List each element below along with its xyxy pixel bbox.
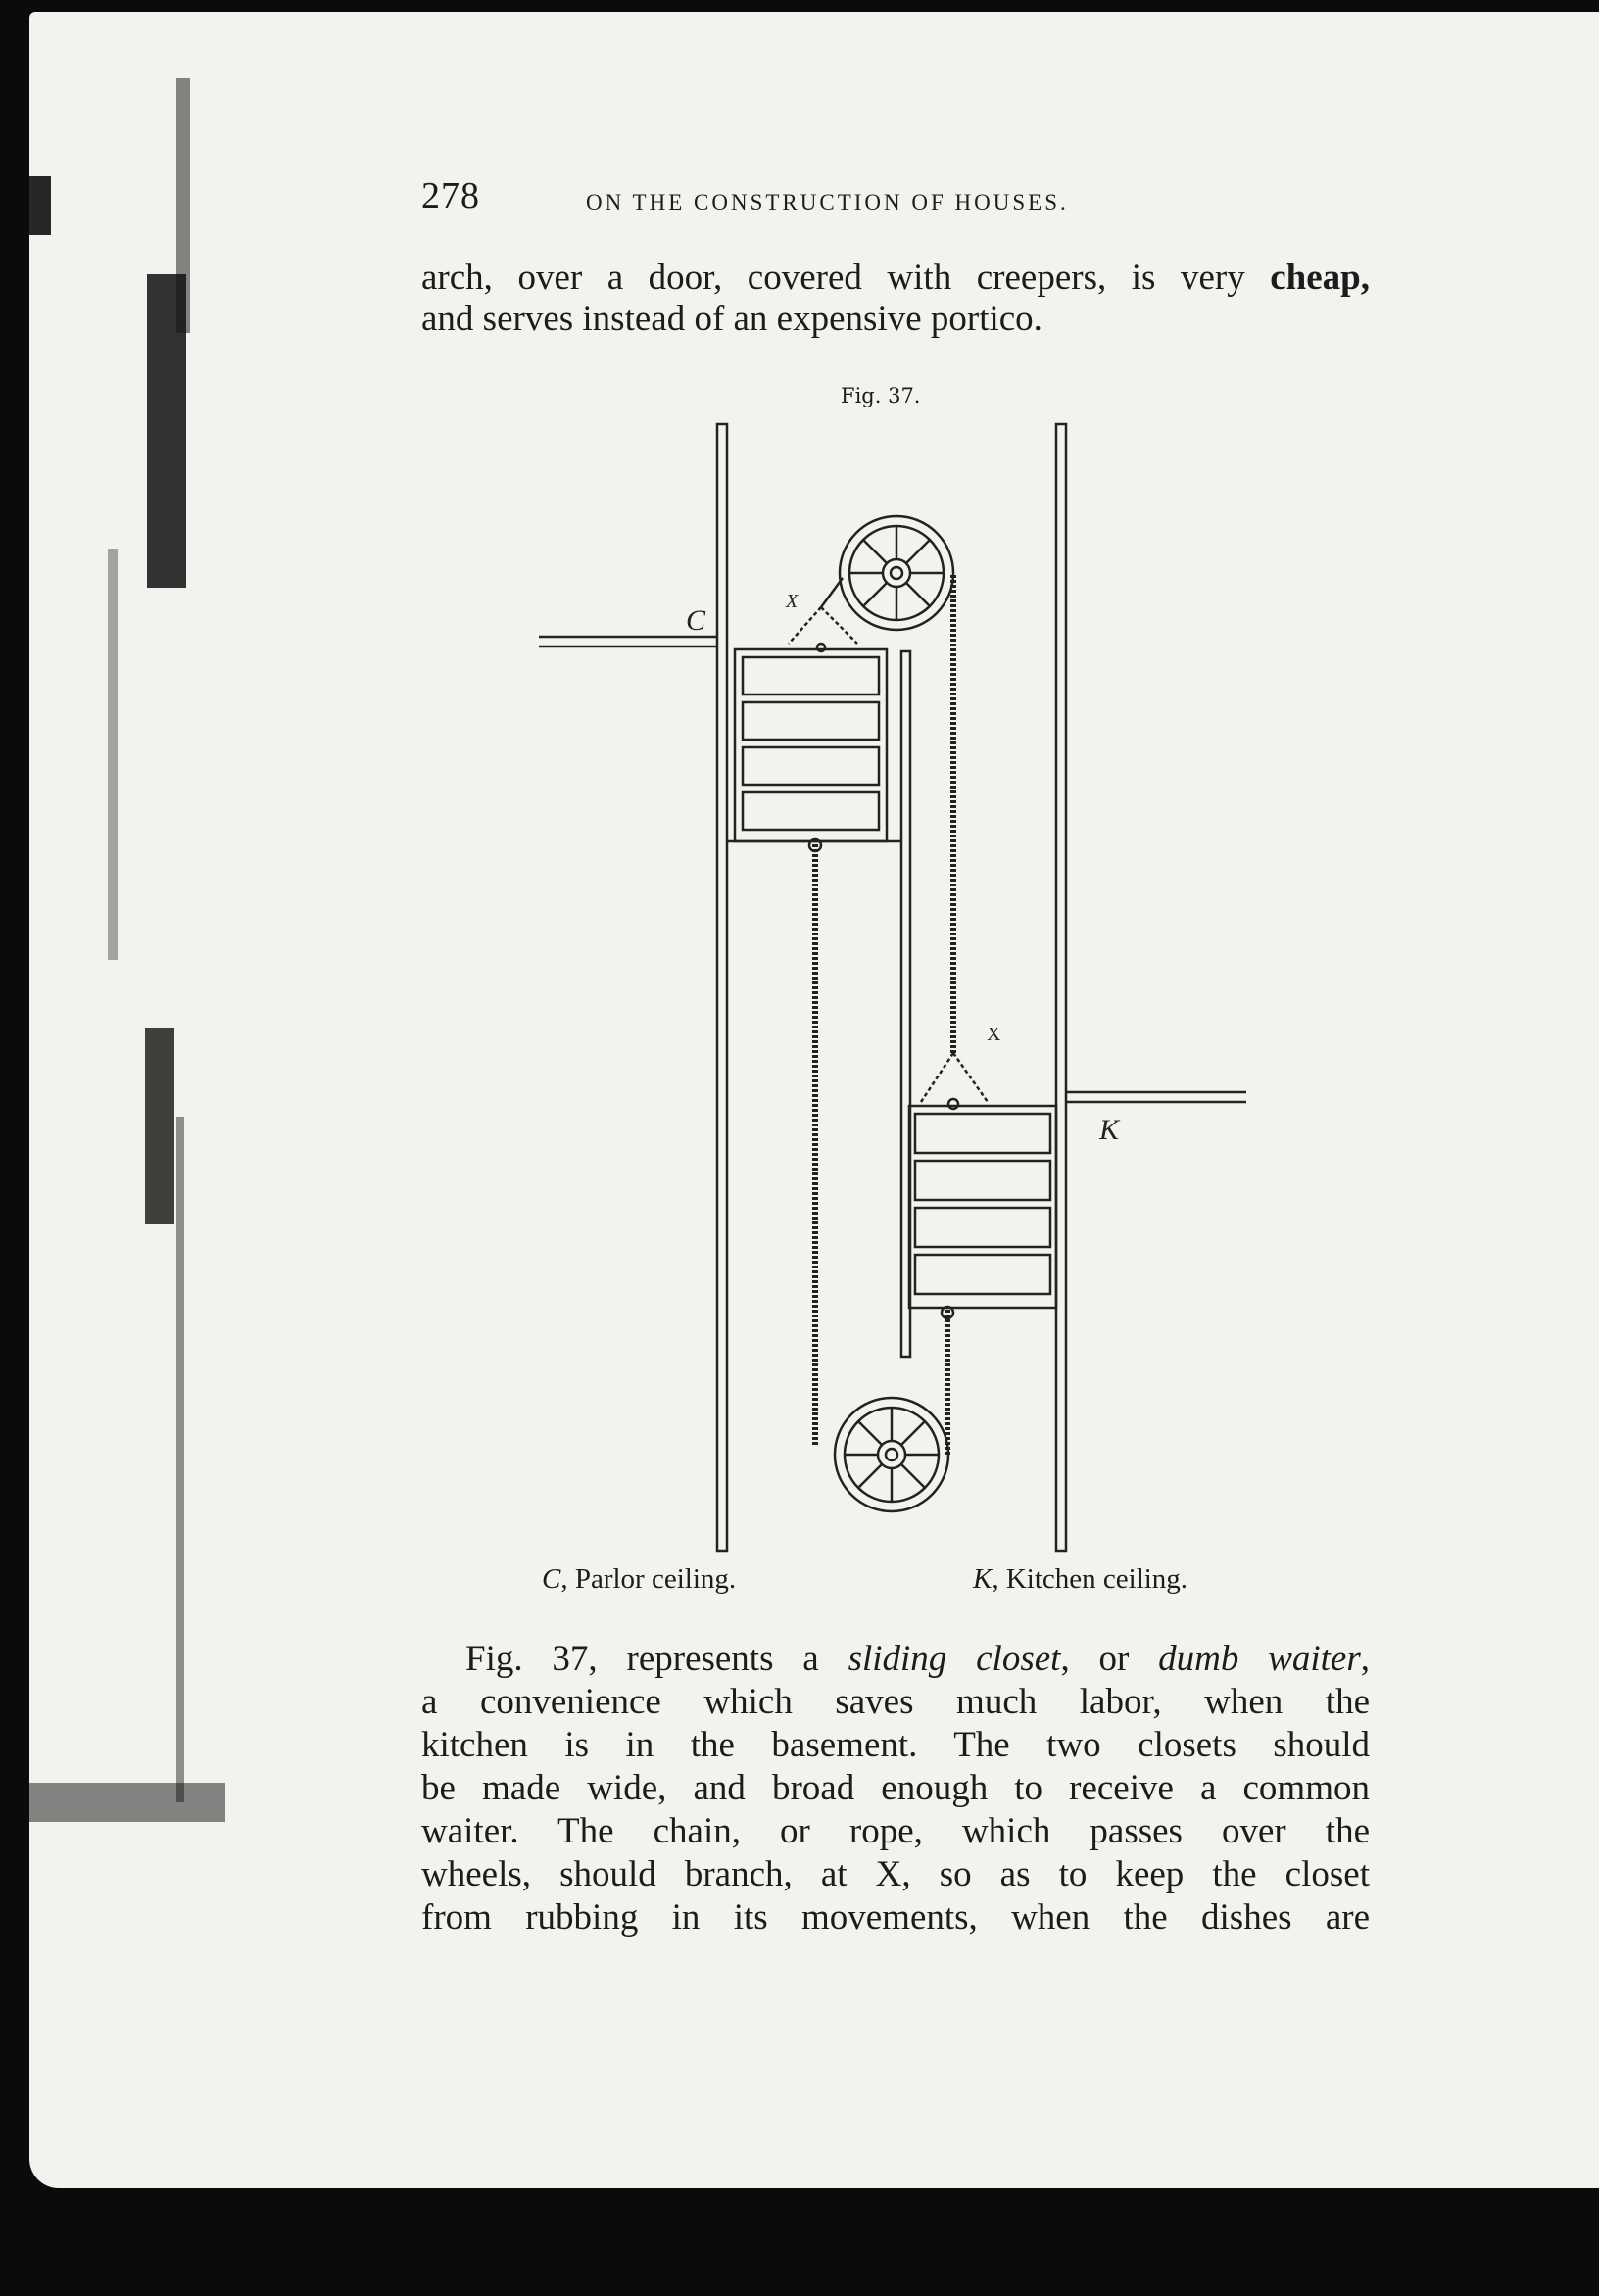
dumb-waiter-diagram [509,416,1254,1562]
left-shaft-wall [717,424,727,1551]
running-title: ON THE CONSTRUCTION OF HOUSES. [586,190,1069,215]
paragraph-line-3: kitchen is in the basement. The two closets should [421,1725,1370,1765]
top-wheel [840,516,953,630]
intro-line-2: and serves instead of an expensive portico. [421,299,1042,339]
marker-x-mid: X [987,1024,1001,1045]
running-head [421,174,1401,223]
caption-kitchen-letter: K [973,1563,993,1595]
intro-line-1 [421,257,1370,300]
intro-line-1-bold: cheap, [1270,258,1370,298]
paragraph-line-1-c: , [1360,1639,1371,1679]
paragraph-line-6: wheels, should branch, at X, so as to keep the closet [421,1854,1370,1894]
caption-parlor [542,1563,736,1596]
caption-parlor-text: , Parlor ceiling. [560,1563,737,1595]
paragraph-line-1-italic-1: sliding closet [848,1639,1061,1679]
paragraph-line-5: waiter. The chain, or rope, which passes over the [421,1811,1370,1851]
intro-line-1-text: arch, over a door, covered with creepers, is very [421,258,1271,298]
paragraph-line-1-a: Fig. 37, represents a [465,1639,848,1679]
page-number: 278 [421,175,480,216]
bottom-wheel [835,1398,948,1511]
figure-label: Fig. 37. [841,384,921,407]
paragraph-line-1-b: , or [1060,1639,1159,1679]
marker-c: C [686,604,706,637]
marker-k: K [1099,1114,1120,1146]
right-shaft-wall [1056,424,1066,1551]
paragraph-line-1 [465,1638,1370,1681]
paragraph-line-1-italic-2: dumb waiter [1158,1639,1361,1679]
paragraph-line-7: from rubbing in its movements, when the dishes are [421,1897,1370,1937]
marker-x-top: X [786,591,799,612]
paragraph-line-2: a convenience which saves much labor, when the [421,1682,1370,1722]
caption-kitchen-text: , Kitchen ceiling. [992,1563,1188,1595]
upper-closet [735,649,887,841]
caption-kitchen [973,1563,1187,1596]
paragraph-line-4: be made wide, and broad enough to receive a common [421,1768,1370,1808]
caption-parlor-letter: C [542,1563,561,1595]
